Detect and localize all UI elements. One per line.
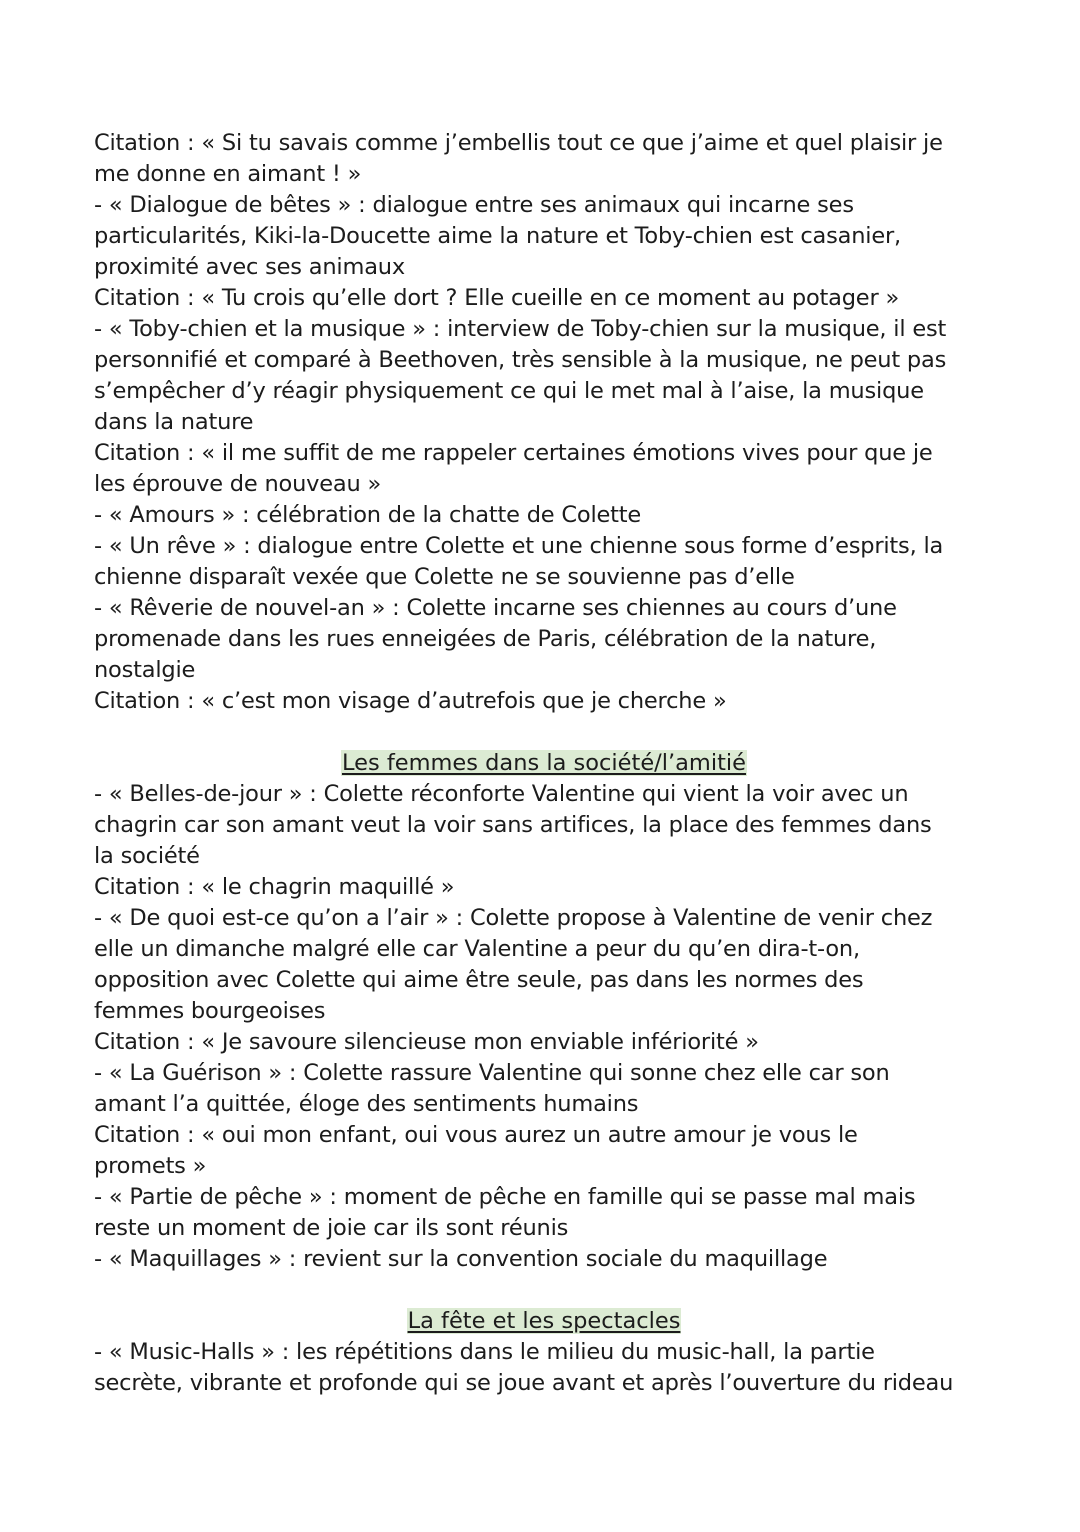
text-line: Citation : « le chagrin maquillé » <box>94 874 455 900</box>
section-festivities <box>94 1337 994 1399</box>
text-line: personnifié et comparé à Beethoven, très sensible à la musique, ne peut pas <box>94 347 947 373</box>
text-line: proximité avec ses animaux <box>94 254 405 280</box>
text-line: dans la nature <box>94 409 254 435</box>
text-line: la société <box>94 843 200 869</box>
text-line: - « Maquillages » : revient sur la convention sociale du maquillage <box>94 1246 828 1272</box>
text-line: opposition avec Colette qui aime être seule, pas dans les normes des <box>94 967 864 993</box>
text-line: chienne disparaît vexée que Colette ne se souvienne pas d’elle <box>94 564 795 590</box>
text-line: - « La Guérison » : Colette rassure Valentine qui sonne chez elle car son <box>94 1060 890 1086</box>
text-line: particularités, Kiki-la-Doucette aime la nature et Toby-chien est casanier, <box>94 223 901 249</box>
text-line: me donne en aimant ! » <box>94 161 362 187</box>
text-line: Citation : « oui mon enfant, oui vous aurez un autre amour je vous le <box>94 1122 858 1148</box>
text-line: Citation : « Si tu savais comme j’embellis tout ce que j’aime et quel plaisir je <box>94 130 943 156</box>
text-line: Citation : « Je savoure silencieuse mon enviable infériorité » <box>94 1029 759 1055</box>
text-line: amant l’a quittée, éloge des sentiments humains <box>94 1091 639 1117</box>
text-line: les éprouve de nouveau » <box>94 471 382 497</box>
text-line: - « Dialogue de bêtes » : dialogue entre ses animaux qui incarne ses <box>94 192 854 218</box>
text-line: - « Amours » : célébration de la chatte de Colette <box>94 502 642 528</box>
text-line: femmes bourgeoises <box>94 998 326 1024</box>
text-line: Citation : « il me suffit de me rappeler certaines émotions vives pour que je <box>94 440 933 466</box>
text-line: reste un moment de joie car ils sont réunis <box>94 1215 569 1241</box>
section-heading-label: Les femmes dans la société/l’amitié <box>341 750 747 776</box>
section-heading-women <box>94 748 994 779</box>
text-line: Citation : « c’est mon visage d’autrefois que je cherche » <box>94 688 727 714</box>
section-animals <box>94 128 994 717</box>
text-line: - « Partie de pêche » : moment de pêche en famille qui se passe mal mais <box>94 1184 916 1210</box>
text-line: Citation : « Tu crois qu’elle dort ? Elle cueille en ce moment au potager » <box>94 285 900 311</box>
text-line: - « Rêverie de nouvel-an » : Colette incarne ses chiennes au cours d’une <box>94 595 897 621</box>
section-heading-festivities <box>94 1306 994 1337</box>
text-line: s’empêcher d’y réagir physiquement ce qui le met mal à l’aise, la musique <box>94 378 924 404</box>
text-line: elle un dimanche malgré elle car Valentine a peur du qu’en dira-t-on, <box>94 936 860 962</box>
text-line: - « Belles-de-jour » : Colette réconforte Valentine qui vient la voir avec un <box>94 781 909 807</box>
text-line: - « Un rêve » : dialogue entre Colette et une chienne sous forme d’esprits, la <box>94 533 944 559</box>
section-heading-label: La fête et les spectacles <box>407 1308 681 1334</box>
section-women <box>94 779 994 1275</box>
text-line: chagrin car son amant veut la voir sans artifices, la place des femmes dans <box>94 812 932 838</box>
text-line: nostalgie <box>94 657 196 683</box>
document-page <box>94 128 994 1399</box>
text-line: - « Toby-chien et la musique » : interview de Toby-chien sur la musique, il est <box>94 316 947 342</box>
text-line: promenade dans les rues enneigées de Paris, célébration de la nature, <box>94 626 877 652</box>
text-line: - « Music-Halls » : les répétitions dans le milieu du music-hall, la partie <box>94 1339 875 1365</box>
text-line: secrète, vibrante et profonde qui se joue avant et après l’ouverture du rideau <box>94 1370 954 1396</box>
text-line: promets » <box>94 1153 207 1179</box>
text-line: - « De quoi est-ce qu’on a l’air » : Colette propose à Valentine de venir chez <box>94 905 933 931</box>
